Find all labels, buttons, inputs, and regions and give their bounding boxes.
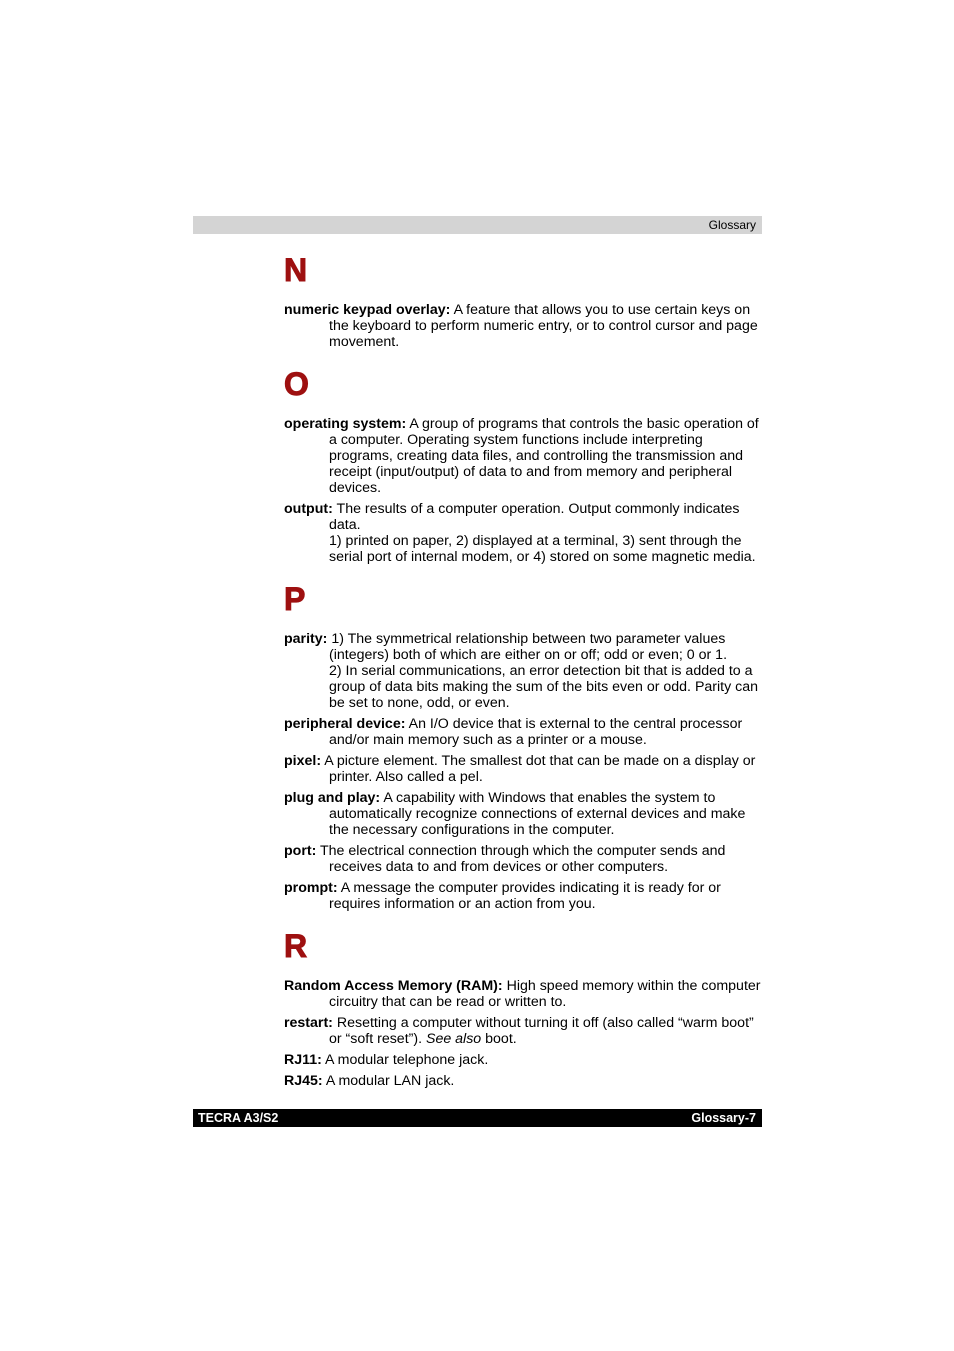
glossary-entry-parity bbox=[284, 631, 764, 711]
entry-definition: The results of a computer operation. Output commonly indicates data. bbox=[329, 501, 740, 533]
section-o bbox=[284, 368, 764, 565]
entry-term: operating system: bbox=[284, 416, 407, 432]
glossary-entry-output bbox=[284, 501, 764, 565]
entry-definition-continued: 2) In serial communications, an error detection bit that is added to a group of data bits making the sum of the bits even or odd. Parity can be set to none, odd, or even. bbox=[329, 663, 759, 711]
entry-definition: A message the computer provides indicating it is ready for or requires information or an action from you. bbox=[329, 880, 721, 912]
entry-definition: The electrical connection through which the computer sends and receives data to and from devices or other computers. bbox=[320, 843, 726, 875]
entry-term: port: bbox=[284, 843, 317, 859]
entry-definition: A modular LAN jack. bbox=[325, 1073, 455, 1089]
entry-definition: An I/O device that is external to the central processor and/or main memory such as a printer or a mouse. bbox=[329, 716, 743, 748]
section-letter-p: P bbox=[284, 581, 306, 617]
glossary-entry-restart bbox=[284, 1015, 764, 1047]
entry-definition: A capability with Windows that enables the system to automatically recognize connections of external devices and make the necessary configurations in the computer. bbox=[329, 790, 746, 838]
glossary-entry-operating-system bbox=[284, 416, 764, 496]
entry-definition: A group of programs that controls the basic operation of a computer. Operating system functions include interpreting programs, creating data files, and controlling the transmission and receipt (input/output) of data to and from memory and peripheral devices. bbox=[329, 416, 759, 496]
glossary-entry-peripheral-device bbox=[284, 716, 764, 748]
footer-page-number: Glossary-7 bbox=[691, 1111, 756, 1125]
entry-term: numeric keypad overlay: bbox=[284, 302, 451, 318]
header-section-label: Glossary bbox=[708, 218, 756, 232]
entry-definition: A picture element. The smallest dot that can be made on a display or printer. Also called a pel. bbox=[324, 753, 756, 785]
entry-term: output: bbox=[284, 501, 333, 517]
section-letter-r: R bbox=[284, 928, 308, 964]
glossary-entry-port bbox=[284, 843, 764, 875]
entry-definition: A modular telephone jack. bbox=[325, 1052, 489, 1068]
entry-term: peripheral device: bbox=[284, 716, 406, 732]
glossary-entry-numeric-keypad-overlay bbox=[284, 302, 764, 350]
entry-term: parity: bbox=[284, 631, 328, 647]
section-letter-n: N bbox=[284, 252, 308, 288]
glossary-entry-ram bbox=[284, 978, 764, 1010]
entry-definition: Resetting a computer without turning it off (also called “warm boot” or “soft reset”). bbox=[329, 1015, 754, 1047]
section-letter-o: O bbox=[284, 366, 309, 402]
section-p bbox=[284, 583, 764, 912]
section-r bbox=[284, 930, 764, 1089]
entry-term: pixel: bbox=[284, 753, 322, 769]
glossary-entry-plug-and-play bbox=[284, 790, 764, 838]
footer-product-name: TECRA A3/S2 bbox=[198, 1111, 279, 1125]
entry-term: RJ11: bbox=[284, 1052, 322, 1068]
see-also-label: See also bbox=[425, 1031, 482, 1047]
entry-definition: 1) The symmetrical relationship between two parameter values (integers) both of which are either on or off; odd or even; 0 or 1. bbox=[329, 631, 728, 663]
see-also-target: boot. bbox=[485, 1031, 517, 1047]
glossary-entry-prompt bbox=[284, 880, 764, 912]
glossary-entry-pixel bbox=[284, 753, 764, 785]
section-n bbox=[284, 254, 764, 350]
entry-term: restart: bbox=[284, 1015, 333, 1031]
page-footer bbox=[193, 1109, 762, 1127]
entry-term: Random Access Memory (RAM): bbox=[284, 978, 503, 994]
entry-term: plug and play: bbox=[284, 790, 381, 806]
entry-term: prompt: bbox=[284, 880, 338, 896]
glossary-entry-rj45 bbox=[284, 1073, 764, 1089]
glossary-content bbox=[284, 254, 764, 1107]
entry-definition-continued: 1) printed on paper, 2) displayed at a terminal, 3) sent through the serial port of internal modem, or 4) stored on some magnetic media. bbox=[329, 533, 756, 565]
glossary-entry-rj11 bbox=[284, 1052, 764, 1068]
entry-definition: High speed memory within the computer circuitry that can be read or written to. bbox=[329, 978, 761, 1010]
entry-definition: A feature that allows you to use certain keys on the keyboard to perform numeric entry, or to control cursor and page movement. bbox=[329, 302, 758, 350]
page-header bbox=[193, 216, 762, 234]
entry-term: RJ45: bbox=[284, 1073, 323, 1089]
